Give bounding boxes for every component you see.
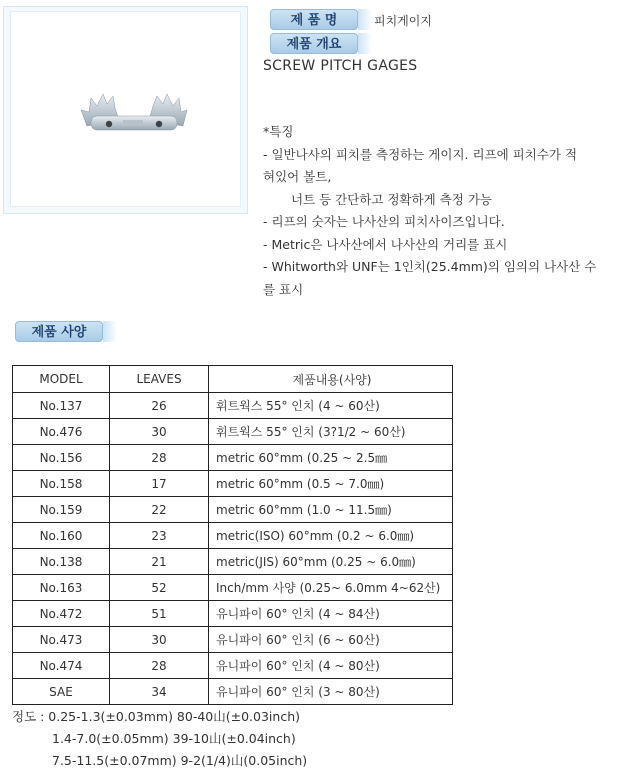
- table-row: [13, 679, 453, 705]
- cell-leaves: 17: [110, 471, 209, 497]
- spec-table: [12, 365, 453, 705]
- label-fade: [358, 33, 372, 54]
- cell-leaves: 28: [110, 653, 209, 679]
- product-image: [10, 11, 241, 207]
- feature-line: 너트 등 간단하고 정확하게 측정 가능: [291, 191, 492, 207]
- table-row: [13, 601, 453, 627]
- table-row: [13, 653, 453, 679]
- cell-leaves: 30: [110, 627, 209, 653]
- table-row: [13, 627, 453, 653]
- cell-spec: metric 60°mm (0.25 ~ 2.5㎜: [209, 445, 453, 471]
- table-row: [13, 471, 453, 497]
- product-overview-label: [270, 33, 358, 54]
- product-image-frame: [3, 6, 248, 214]
- cell-model: No.156: [13, 445, 110, 471]
- accuracy-notes: [12, 706, 307, 772]
- cell-spec: metric(JIS) 60°mm (0.25 ~ 6.0㎜): [209, 549, 453, 575]
- product-name-value: 피치게이지: [374, 14, 432, 28]
- cell-model: SAE: [13, 679, 110, 705]
- cell-leaves: 21: [110, 549, 209, 575]
- cell-leaves: 22: [110, 497, 209, 523]
- cell-model: No.138: [13, 549, 110, 575]
- cell-leaves: 51: [110, 601, 209, 627]
- cell-spec: 휘트웍스 55° 인치 (3?1/2 ~ 60산): [209, 419, 453, 445]
- table-row: [13, 445, 453, 471]
- cell-model: No.137: [13, 393, 110, 419]
- cell-leaves: 30: [110, 419, 209, 445]
- cell-spec: 유니파이 60° 인치 (4 ~ 84산): [209, 601, 453, 627]
- cell-spec: metric(ISO) 60°mm (0.2 ~ 6.0㎜): [209, 523, 453, 549]
- table-row: [13, 419, 453, 445]
- accuracy-line: 정도 : 0.25-1.3(±0.03mm) 80-40山(±0.03inch): [12, 709, 300, 724]
- cell-leaves: 52: [110, 575, 209, 601]
- cell-spec: metric 60°mm (1.0 ~ 11.5㎜): [209, 497, 453, 523]
- feature-line: - Metric은 나사산에서 나사산의 거리를 표시: [263, 236, 508, 252]
- feature-line: - 일반나사의 피치를 측정하는 게이지. 리프에 피치수가 적: [263, 146, 578, 162]
- product-spec-label-text: 제품 사양: [31, 325, 87, 340]
- table-header-row: [13, 366, 453, 393]
- cell-spec: 유니파이 60° 인치 (3 ~ 80산): [209, 679, 453, 705]
- column-header-model: MODEL: [13, 366, 110, 393]
- column-header-leaves: LEAVES: [110, 366, 209, 393]
- cell-model: No.474: [13, 653, 110, 679]
- product-english-name: SCREW PITCH GAGES: [263, 58, 418, 74]
- cell-model: No.472: [13, 601, 110, 627]
- cell-spec: 휘트웍스 55° 인치 (4 ~ 60산): [209, 393, 453, 419]
- table-row: [13, 523, 453, 549]
- table-row: [13, 497, 453, 523]
- table-row: [13, 575, 453, 601]
- cell-model: No.158: [13, 471, 110, 497]
- cell-model: No.159: [13, 497, 110, 523]
- accuracy-line: 1.4-7.0(±0.05mm) 39-10山(±0.04inch): [52, 731, 296, 746]
- cell-spec: Inch/mm 사양 (0.25~ 6.0mm 4~62산): [209, 575, 453, 601]
- feature-line: - 리프의 숫자는 나사산의 피치사이즈입니다.: [263, 214, 505, 229]
- cell-spec: metric 60°mm (0.5 ~ 7.0㎜): [209, 471, 453, 497]
- cell-leaves: 26: [110, 393, 209, 419]
- accuracy-line: 7.5-11.5(±0.07mm) 9-2(1/4)山(0.05inch): [52, 753, 308, 768]
- product-name-label: [270, 9, 358, 30]
- feature-line: 혀있어 볼트,: [263, 169, 332, 184]
- cell-spec: 유니파이 60° 인치 (4 ~ 80산): [209, 653, 453, 679]
- label-fade: [358, 9, 372, 30]
- feature-line: 를 표시: [263, 281, 304, 297]
- cell-model: No.476: [13, 419, 110, 445]
- cell-leaves: 28: [110, 445, 209, 471]
- feature-line: - Whitworth와 UNF는 1인치(25.4mm)의 임의의 나사산 수: [263, 259, 597, 274]
- label-fade: [103, 321, 117, 342]
- cell-leaves: 23: [110, 523, 209, 549]
- product-name-label-text: 제 품 명: [290, 13, 338, 28]
- cell-model: No.163: [13, 575, 110, 601]
- table-row: [13, 549, 453, 575]
- screw-pitch-gauge-photo: [79, 90, 189, 140]
- product-overview-label-text: 제품 개요: [286, 37, 342, 52]
- features-section: [263, 121, 613, 301]
- cell-model: No.160: [13, 523, 110, 549]
- cell-model: No.473: [13, 627, 110, 653]
- table-row: [13, 393, 453, 419]
- cell-spec: 유니파이 60° 인치 (6 ~ 60산): [209, 627, 453, 653]
- product-spec-label: [15, 321, 103, 342]
- column-header-spec: 제품내용(사양): [209, 366, 453, 393]
- features-heading: *특징: [263, 124, 294, 139]
- cell-leaves: 34: [110, 679, 209, 705]
